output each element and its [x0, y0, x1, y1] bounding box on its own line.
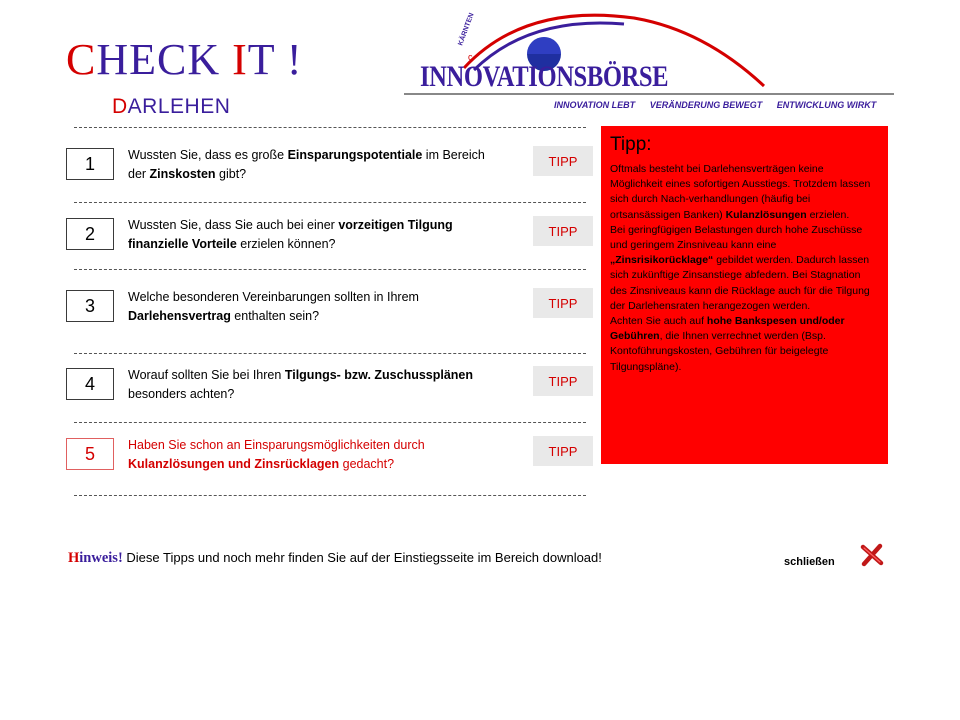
- question-text-part: erzielen können?: [236, 237, 336, 251]
- subtitle-rest: ARLEHEN: [127, 95, 231, 118]
- hint-message: Diese Tipps und noch mehr finden Sie auf der Einstiegsseite im Bereich download!: [122, 550, 602, 565]
- tip-body-part: hohe Bankspesen und/oder Gebühren: [610, 315, 845, 343]
- item-number: 2: [66, 218, 114, 250]
- tip-body-part: Achten Sie auch auf: [610, 315, 707, 328]
- item-number: 5: [66, 438, 114, 470]
- tipp-button[interactable]: TIPP: [533, 146, 593, 176]
- tipp-button[interactable]: TIPP: [533, 216, 593, 246]
- page-subtitle: [112, 95, 230, 119]
- question-text-part: vorzeitigen Tilgung finanzielle Vorteile: [128, 218, 453, 251]
- hint-initial: H: [68, 550, 80, 566]
- tip-body-part: „Zinsrisikorücklage“: [610, 254, 714, 267]
- hint-label: [68, 550, 123, 566]
- tip-body-part: erzielen.: [806, 208, 850, 221]
- logo-wordmark: INNOVATIONSBÖRSE: [420, 60, 669, 93]
- hint-label-rest: inweis!: [79, 550, 123, 566]
- tagline-3: ENTWICKLUNG WIRKT: [776, 100, 877, 110]
- tip-body-part: Kulanzlösungen: [725, 208, 807, 221]
- item-number: 4: [66, 368, 114, 400]
- logo-region-text: KÄRNTEN: [457, 12, 476, 47]
- question-text-part: Wussten Sie, dass es große: [128, 148, 288, 162]
- divider: [74, 353, 586, 354]
- item-number: 1: [66, 148, 114, 180]
- question-text: [128, 436, 498, 474]
- title-initial: C: [66, 35, 97, 84]
- question-text-part: Darlehensvertrag: [128, 309, 231, 323]
- question-text-part: Haben Sie schon an Einsparungsmöglichkeiten durch: [128, 438, 425, 452]
- question-text-part: Kulanzlösungen und Zinsrücklagen: [128, 457, 340, 471]
- question-text: [128, 146, 498, 184]
- divider: [74, 422, 586, 423]
- question-text-part: Worauf sollten Sie bei Ihren: [128, 368, 285, 382]
- divider: [74, 202, 586, 203]
- title-part: HECK: [96, 35, 233, 84]
- question-text-part: Tilgungs- bzw. Zuschussplänen: [284, 368, 474, 382]
- tip-body-part: Bei geringfügigen Belastungen durch hohe Zuschüsse und geringem Zinsniveau kann eine: [610, 223, 863, 252]
- close-link[interactable]: schließen: [784, 556, 835, 568]
- tagline-2: VERÄNDERUNG BEWEGT: [649, 100, 763, 110]
- tipp-button[interactable]: TIPP: [533, 288, 593, 318]
- item-number: 3: [66, 290, 114, 322]
- tip-panel: [601, 126, 888, 464]
- logo-divider: [404, 93, 894, 95]
- question-text-part: enthalten sein?: [230, 309, 320, 323]
- title-initial-2: I: [232, 35, 248, 84]
- tip-body-part: Oftmals besteht bei Darlehensverträgen keine Möglichkeit eines sofortigen Ausstiegs. Trotzdem lassen sich durch Nach-verhandlungen (häufig bei ortsansässigen Banken): [610, 163, 871, 221]
- tip-body-part: , die Ihnen verrechnet werden (Bsp. Kontoführungskosten, Gebühren für beigelegte Tilgungspläne).: [610, 330, 829, 373]
- question-text: [128, 366, 498, 404]
- tip-body-part: gebildet werden. Dadurch lassen sich zukünftige Zinsanstiege abfedern. Bei Stagnation des Zinsniveaus kann die Rücklage auch für die Tilgung der Darlehensraten herangezogen werden.: [610, 254, 870, 312]
- question-text-part: Einsparungspotentiale: [287, 148, 423, 162]
- tagline-1: INNOVATION LEBT: [554, 100, 636, 110]
- divider: [74, 269, 586, 270]
- tip-title: Tipp:: [610, 134, 652, 155]
- title-part-2: T !: [247, 35, 303, 84]
- subtitle-initial: D: [112, 95, 128, 118]
- question-text-part: Zinskosten: [149, 167, 216, 181]
- question-text-part: gibt?: [215, 167, 247, 181]
- question-text-part: Welche besonderen Vereinbarungen sollten in Ihrem: [128, 290, 419, 304]
- question-text: [128, 288, 498, 326]
- logo-tagline: [554, 100, 876, 110]
- tip-body: [610, 162, 879, 375]
- divider: [74, 495, 586, 496]
- tipp-button[interactable]: TIPP: [533, 436, 593, 466]
- tipp-button[interactable]: TIPP: [533, 366, 593, 396]
- question-text-part: Wussten Sie, dass Sie auch bei einer: [128, 218, 339, 232]
- hint-text: [68, 550, 602, 567]
- page-title: [66, 35, 303, 84]
- question-text-part: gedacht?: [339, 457, 395, 471]
- divider: [74, 127, 586, 128]
- svg-text:c: c: [468, 52, 473, 62]
- question-text: [128, 216, 498, 254]
- question-text-part: im Bereich der: [128, 148, 485, 181]
- innovationsboerse-logo: [404, 8, 894, 118]
- close-icon[interactable]: [858, 542, 886, 568]
- question-text-part: besonders achten?: [128, 387, 235, 401]
